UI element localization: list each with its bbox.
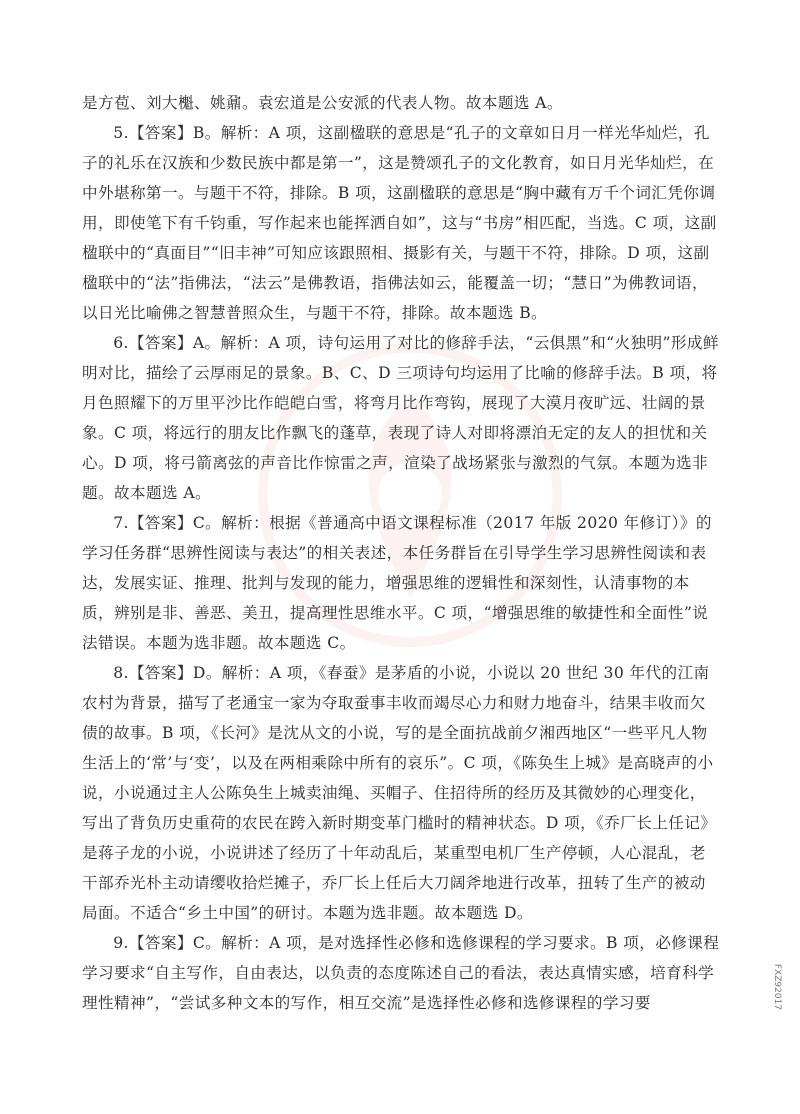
answer-item-9: 9.【答案】C。解析：A 项，是对选择性必修和选修课程的学习要求。B 项，必修课程学习要求“自主写作，自由表达，以负责的态度陈述自己的看法，表达真情实感，培育科学理性精神”，“尝试多种文本的写作，相互交流”是选择性必修和选修课程的学习要 bbox=[82, 934, 720, 1012]
answer-item-6: 6.【答案】A。解析：A 项，诗句运用了对比的修辞手法，“云俱黑”和“火独明”形成鲜明对比，描绘了云厚雨足的景象。B、C、D 三项诗句均运用了比喻的修辞手法。B 项，将月色照耀下的万里平沙比作皑皑白雪，将弯月比作弯钩，展现了大漠月夜旷远、壮阔的景象。C 项，将远行的朋友比作飘飞的蓬草，表现了诗人对即将漂泊无定的友人的担忧和关心。D 项，将弓箭离弦的声音比作惊雷之声，渲染了战场紧张与激烈的气氛。本题为选非题。故本题选 A。 bbox=[82, 334, 719, 502]
answer-item-7: 7.【答案】C。解析：根据《普通高中语文课程标准（2017 年版 2020 年修订）》的学习任务群“思辨性阅读与表达”的相关表述，本任务群旨在引导学生学习思辨性阅读和表达，发展实证、推理、批判与发现的能力，增强思维的逻辑性和深刻性，认清事物的本质，辨别是非、善恶、美丑，提高理性思维水平。C 项，“增强思维的敏捷性和全面性”说法错误。本题为选非题。故本题选 C。 bbox=[82, 514, 712, 652]
document-body bbox=[82, 88, 720, 1018]
answer-item-8: 8.【答案】D。解析：A 项，《春蚕》是茅盾的小说，小说以 20 世纪 30 年代的江南农村为背景，描写了老通宝一家为夺取蚕事丰收而竭尽心力和财力地奋斗，结果丰收而欠债的故事。B 项，《长河》是沈从文的小说，写的是全面抗战前夕湘西地区“一些平凡人物生活上的‘常’与‘变’，以及在两相乘除中所有的哀乐”。C 项，《陈奂生上城》是高晓声的小说，小说通过主人公陈奂生上城卖油绳、买帽子、住招待所的经历及其微妙的心理变化，写出了背负历史重荷的农民在跨入新时期变革门槛时的精神状态。D 项，《乔厂长上任记》是蒋子龙的小说，小说讲述了经历了十年动乱后，某重型电机厂生产停顿，人心混乱，老干部乔光朴主动请缨收拾烂摊子，乔厂长上任后大刀阔斧地进行改革，扭转了生产的被动局面。不适合“乡土中国”的研讨。本题为选非题。故本题选 D。 bbox=[82, 664, 717, 922]
answer-item-5: 5.【答案】B。解析：A 项，这副楹联的意思是“孔子的文章如日月一样光华灿烂，孔子的礼乐在汉族和少数民族中都是第一”，这是赞颂孔子的文化教育，如日月光华灿烂，在中外堪称第一。与题干不符，排除。B 项，这副楹联的意思是“胸中藏有万千个词汇凭你调用，即使笔下有千钧重，写作起来也能挥洒自如”，这与“书房”相匹配，当选。C 项，这副楹联中的“真面目”“旧丰神”可知应该跟照相、摄影有关，与题干不符，排除。D 项，这副楹联中的“法”指佛法，“法云”是佛教语，指佛法如云，能覆盖一切；“慧日”为佛教词语，以日光比喻佛之智慧普照众生，与题干不符，排除。故本题选 B。 bbox=[82, 124, 717, 322]
paragraph-continuation: 是方苞、刘大櫆、姚鼐。袁宏道是公安派的代表人物。故本题选 A。 bbox=[82, 94, 563, 112]
page-code: FXZ92017 bbox=[772, 963, 782, 1010]
